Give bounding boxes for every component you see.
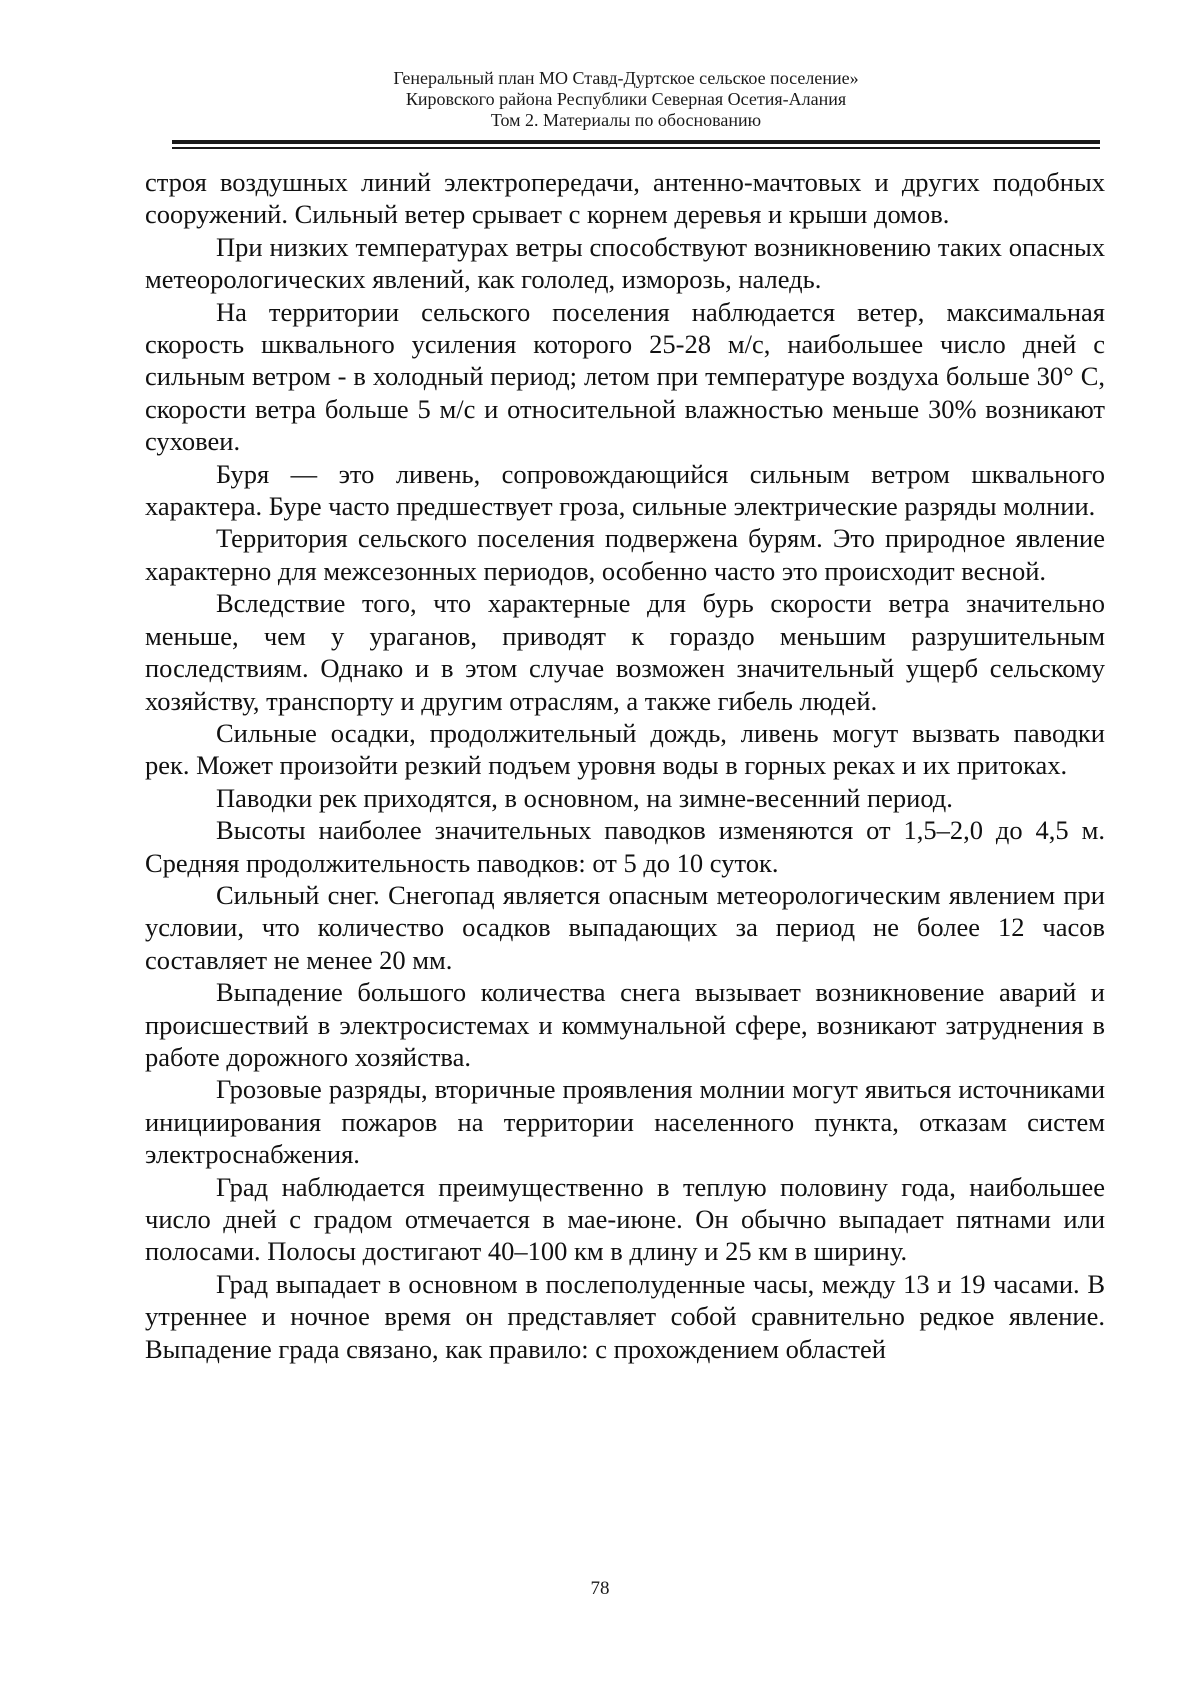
paragraph: Сильный снег. Снегопад является опасным метеорологическим явлением при условии, что количество осадков выпадающих за период не более 12 часов составляет не менее 20 мм. (145, 879, 1105, 975)
paragraph: Территория сельского поселения подвержена бурям. Это природное явление характерно для межсезонных периодов, особенно часто это происходит весной. (145, 523, 1105, 586)
paragraph: Град выпадает в основном в послеполуденные часы, между 13 и 19 часами. В утреннее и ночное время он представляет собой сравнительно редкое явление. Выпадение града связано, как правило: с прохождением областей (145, 1268, 1105, 1364)
running-header (146, 68, 1106, 131)
paragraph: Буря — это ливень, сопровождающийся сильным ветром шквального характера. Буре часто предшествует гроза, сильные электрические разряды молнии. (145, 458, 1105, 522)
paragraph: Вследствие того, что характерные для бурь скорости ветра значительно меньше, чем у ураганов, приводят к гораздо меньшим разрушительным последствиям. Однако и в этом случае возможен значительный ущерб сельскому хозяйству, транспорту и другим отраслям, а также гибель людей. (145, 588, 1105, 716)
paragraph: Грозовые разряды, вторичные проявления молнии могут явиться источниками инициирования пожаров на территории населенного пункта, отказам систем электроснабжения. (145, 1074, 1105, 1170)
paragraph: Паводки рек приходятся, в основном, на зимне-весенний период. (216, 782, 953, 813)
header-line-region: Кировского района Республики Северная Осетия-Алания (405, 89, 847, 109)
paragraph: Град наблюдается преимущественно в теплую половину года, наибольшее число дней с градом отмечается в мае-июне. Он обычно выпадает пятнами или полосами. Полосы достигают 40–100 км в длину и 25 км в ширину. (145, 1171, 1105, 1267)
header-line-volume: Том 2. Материалы по обоснованию (490, 110, 762, 130)
paragraph: При низких температурах ветры способствуют возникновению таких опасных метеорологических явлений, как гололед, изморозь, наледь. (145, 231, 1105, 295)
header-rule-thin (172, 147, 1100, 149)
paragraph: На территории сельского поселения наблюдается ветер, максимальная скорость шквального усиления которого 25-28 м/с, наибольшее число дней с сильным ветром - в холодный период; летом при температуре воздуха больше 30° С, скорости ветра больше 5 м/с и относительной влажностью меньше 30% возникают суховеи. (145, 296, 1105, 457)
header-rule-thick (172, 140, 1100, 144)
paragraph: Выпадение большого количества снега вызывает возникновение аварий и происшествий в электросистемах и коммунальной сфере, возникают затруднения в работе дорожного хозяйства. (145, 977, 1105, 1072)
paragraph: Высоты наиболее значительных паводков изменяются от 1,5–2,0 до 4,5 м. Средняя продолжительность паводков: от 5 до 10 суток. (145, 815, 1105, 878)
page-number: 78 (590, 1578, 610, 1599)
body-text (145, 166, 1105, 1365)
header-line-plan-title: Генеральный план МО Ставд-Дуртское сельское поселение» (393, 68, 859, 88)
paragraph: Сильные осадки, продолжительный дождь, ливень могут вызвать паводки рек. Может произойти резкий подъем уровня воды в горных реках и их притоках. (145, 717, 1105, 781)
paragraph-continuation: строя воздушных линий электропередачи, антенно-мачтовых и других подобных сооружений. Сильный ветер срывает с корнем деревья и крыши домов. (145, 167, 1105, 230)
